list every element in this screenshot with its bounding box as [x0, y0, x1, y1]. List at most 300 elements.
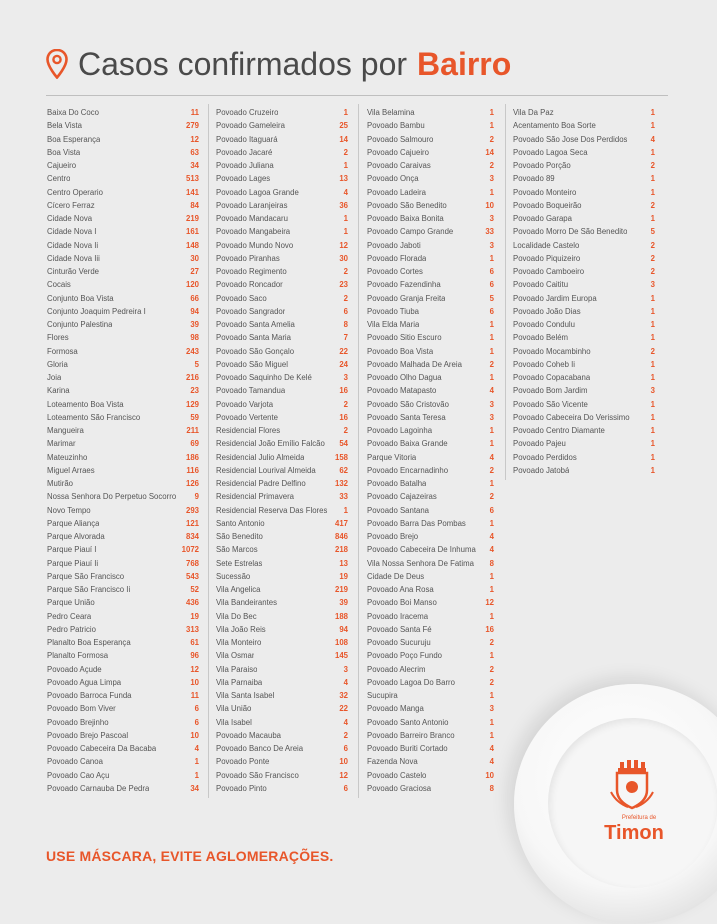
neighborhood-name: Parque Vitoria — [367, 452, 417, 462]
case-count: 24 — [339, 359, 348, 369]
neighborhood-name: Povoado Laranjeiras — [216, 200, 288, 210]
case-count: 59 — [190, 412, 199, 422]
neighborhood-name: Povoado Monteiro — [513, 187, 577, 197]
neighborhood-name: Povoado Barra Das Pombas — [367, 518, 466, 528]
case-count: 2 — [489, 134, 494, 144]
case-count: 2 — [650, 240, 655, 250]
neighborhood-row — [367, 676, 494, 689]
neighborhood-name: Povoado Mocambinho — [513, 346, 591, 356]
neighborhood-row — [47, 530, 199, 543]
neighborhood-row — [367, 305, 494, 318]
neighborhood-name: Karina — [47, 386, 70, 396]
neighborhood-row — [47, 636, 199, 649]
case-count: 3 — [343, 664, 348, 674]
neighborhood-row — [47, 278, 199, 291]
neighborhood-name: Povoado Agua Limpa — [47, 677, 122, 687]
neighborhood-name: Povoado São Francisco — [216, 770, 299, 780]
case-count: 1 — [343, 505, 348, 515]
timon-logo — [588, 760, 678, 850]
neighborhood-row — [216, 702, 348, 715]
column-divider — [505, 104, 506, 480]
neighborhood-row — [47, 504, 199, 517]
case-count: 2 — [343, 267, 348, 277]
neighborhood-name: Povoado Morro De São Benedito — [513, 227, 628, 237]
case-count: 6 — [489, 306, 494, 316]
neighborhood-name: Povoado Perdidos — [513, 452, 577, 462]
neighborhood-row — [216, 358, 348, 371]
neighborhood-row — [367, 490, 494, 503]
neighborhood-name: Residencial Padre Delfino — [216, 479, 306, 489]
case-count: 1 — [489, 121, 494, 131]
neighborhood-row — [216, 371, 348, 384]
neighborhood-name: Marimar — [47, 439, 76, 449]
case-count: 219 — [334, 585, 348, 595]
neighborhood-name: Cidade De Deus — [367, 571, 425, 581]
neighborhood-row — [47, 371, 199, 384]
case-count: 13 — [339, 174, 348, 184]
neighborhood-row — [367, 530, 494, 543]
neighborhood-name: Povoado Brejo — [367, 532, 419, 542]
case-count: 4 — [194, 744, 199, 754]
neighborhood-row — [513, 106, 655, 119]
neighborhood-row — [47, 517, 199, 530]
neighborhood-row — [47, 331, 199, 344]
case-count: 62 — [339, 465, 348, 475]
case-count: 4 — [343, 717, 348, 727]
case-count: 33 — [339, 492, 348, 502]
case-count: 1 — [489, 479, 494, 489]
case-count: 14 — [339, 134, 348, 144]
neighborhood-name: Povoado Santana — [367, 505, 429, 515]
case-count: 1 — [489, 108, 494, 118]
case-count: 1 — [489, 730, 494, 740]
case-count: 6 — [194, 717, 199, 727]
neighborhood-name: Povoado Caraivas — [367, 161, 431, 171]
neighborhood-row — [367, 278, 494, 291]
neighborhood-row — [47, 159, 199, 172]
neighborhood-name: Fazenda Nova — [367, 757, 418, 767]
neighborhood-row — [367, 729, 494, 742]
case-count: 1 — [650, 465, 655, 475]
case-count: 2 — [650, 267, 655, 277]
neighborhood-name: Povoado Canoa — [47, 757, 103, 767]
neighborhood-row — [367, 596, 494, 609]
neighborhood-row — [216, 530, 348, 543]
neighborhood-row — [47, 716, 199, 729]
case-count: 1 — [650, 320, 655, 330]
case-count: 121 — [185, 518, 199, 528]
neighborhood-name: Povoado Sitio Escuro — [367, 333, 442, 343]
neighborhood-row — [367, 265, 494, 278]
neighborhood-name: Mateuzinho — [47, 452, 88, 462]
case-count: 1 — [194, 770, 199, 780]
neighborhood-row — [367, 411, 494, 424]
neighborhood-name: Povoado Encarnadinho — [367, 465, 449, 475]
neighborhood-name: Vila João Reis — [216, 624, 266, 634]
neighborhood-name: Vila Da Paz — [513, 108, 554, 118]
case-count: 1 — [489, 346, 494, 356]
neighborhood-row — [47, 649, 199, 662]
case-count: 6 — [343, 306, 348, 316]
neighborhood-row — [216, 782, 348, 795]
neighborhood-row — [216, 610, 348, 623]
neighborhood-row — [47, 557, 199, 570]
case-count: 10 — [190, 730, 199, 740]
neighborhood-row — [367, 636, 494, 649]
neighborhood-name: Residencial Julio Almeida — [216, 452, 305, 462]
case-count: 5 — [489, 293, 494, 303]
neighborhood-row — [513, 146, 655, 159]
neighborhood-row — [47, 212, 199, 225]
neighborhood-name: Vila Elda Maria — [367, 320, 420, 330]
neighborhood-row — [216, 755, 348, 768]
neighborhood-row — [47, 305, 199, 318]
case-count: 61 — [190, 638, 199, 648]
case-count: 148 — [185, 240, 199, 250]
neighborhood-row — [216, 305, 348, 318]
neighborhood-row — [367, 225, 494, 238]
neighborhood-name: Povoado Vertente — [216, 412, 278, 422]
case-count: 94 — [190, 306, 199, 316]
neighborhood-row — [47, 490, 199, 503]
case-count: 12 — [339, 240, 348, 250]
neighborhood-row — [513, 292, 655, 305]
neighborhood-row — [513, 305, 655, 318]
neighborhood-row — [47, 424, 199, 437]
neighborhood-row — [216, 451, 348, 464]
case-count: 12 — [190, 134, 199, 144]
neighborhood-row — [216, 225, 348, 238]
case-count: 39 — [190, 320, 199, 330]
neighborhood-name: Povoado Saco — [216, 293, 267, 303]
neighborhood-name: Povoado São Gonçalo — [216, 346, 295, 356]
neighborhood-name: Cinturão Verde — [47, 267, 100, 277]
case-count: 2 — [489, 161, 494, 171]
neighborhood-row — [367, 610, 494, 623]
neighborhood-row — [216, 159, 348, 172]
neighborhood-name: Povoado Jacaré — [216, 147, 273, 157]
case-count: 2 — [343, 293, 348, 303]
neighborhood-name: Povoado Graciosa — [367, 783, 432, 793]
neighborhood-row — [216, 384, 348, 397]
case-count: 22 — [339, 704, 348, 714]
neighborhood-row — [47, 742, 199, 755]
case-count: 2 — [650, 346, 655, 356]
case-count: 5 — [650, 227, 655, 237]
case-count: 1 — [650, 359, 655, 369]
neighborhood-name: Parque Alvorada — [47, 532, 105, 542]
neighborhood-row — [216, 689, 348, 702]
neighborhood-name: Povoado Barreiro Branco — [367, 730, 455, 740]
case-count: 6 — [489, 280, 494, 290]
neighborhood-name: Povoado Cao Açu — [47, 770, 110, 780]
column-divider — [208, 104, 209, 798]
neighborhood-row — [47, 782, 199, 795]
neighborhood-row — [47, 384, 199, 397]
case-count: 10 — [339, 757, 348, 767]
case-count: 2 — [343, 426, 348, 436]
neighborhood-row — [513, 345, 655, 358]
neighborhood-name: Povoado Juliana — [216, 161, 274, 171]
case-count: 25 — [339, 121, 348, 131]
neighborhood-name: Povoado Cruzeiro — [216, 108, 279, 118]
neighborhood-row — [47, 583, 199, 596]
neighborhood-row — [47, 729, 199, 742]
neighborhood-name: Povoado Salmouro — [367, 134, 434, 144]
neighborhood-name: Povoado Cabeceira Do Verissimo — [513, 412, 630, 422]
neighborhood-name: Novo Tempo — [47, 505, 91, 515]
neighborhood-row — [367, 424, 494, 437]
case-count: 188 — [334, 611, 348, 621]
neighborhood-row — [216, 623, 348, 636]
case-count: 1 — [343, 161, 348, 171]
case-count: 1 — [650, 174, 655, 184]
neighborhood-name: Povoado Sangrador — [216, 306, 286, 316]
neighborhood-row — [47, 398, 199, 411]
neighborhood-name: Parque Aliança — [47, 518, 100, 528]
page-title: Casos confirmados por — [78, 45, 408, 82]
case-count: 4 — [650, 134, 655, 144]
case-count: 10 — [190, 677, 199, 687]
neighborhood-name: Sucupira — [367, 691, 398, 701]
case-count: 10 — [485, 770, 494, 780]
neighborhood-name: Residencial Lourival Almeida — [216, 465, 316, 475]
neighborhood-row — [216, 252, 348, 265]
neighborhood-name: Povoado Barroca Funda — [47, 691, 132, 701]
neighborhood-row — [47, 106, 199, 119]
neighborhood-name: Centro Operario — [47, 187, 103, 197]
neighborhood-row — [367, 689, 494, 702]
neighborhood-row — [367, 543, 494, 556]
neighborhood-name: Povoado São Miguel — [216, 359, 288, 369]
case-count: 1 — [489, 320, 494, 330]
case-count: 543 — [185, 571, 199, 581]
case-count: 9 — [194, 492, 199, 502]
neighborhood-name: Vila União — [216, 704, 252, 714]
neighborhood-row — [367, 252, 494, 265]
page-header — [46, 42, 511, 86]
neighborhood-row — [47, 676, 199, 689]
case-count: 186 — [185, 452, 199, 462]
neighborhood-row — [216, 398, 348, 411]
case-count: 6 — [194, 704, 199, 714]
case-count: 417 — [334, 518, 348, 528]
case-count: 19 — [339, 571, 348, 581]
neighborhood-row — [367, 119, 494, 132]
neighborhood-row — [513, 225, 655, 238]
neighborhood-name: Cidade Nova I — [47, 227, 97, 237]
neighborhood-name: Povoado Banco De Areia — [216, 744, 304, 754]
neighborhood-row — [216, 477, 348, 490]
case-count: 34 — [190, 783, 199, 793]
neighborhood-row — [367, 398, 494, 411]
neighborhood-row — [47, 292, 199, 305]
neighborhood-row — [216, 172, 348, 185]
neighborhood-row — [47, 451, 199, 464]
neighborhood-name: Centro — [47, 174, 71, 184]
case-count: 4 — [489, 744, 494, 754]
case-count: 1 — [343, 227, 348, 237]
case-count: 8 — [489, 558, 494, 568]
neighborhood-row — [367, 464, 494, 477]
neighborhood-row — [513, 331, 655, 344]
case-count: 1 — [650, 147, 655, 157]
case-count: 69 — [190, 439, 199, 449]
neighborhood-name: Povoado Camboeiro — [513, 267, 585, 277]
neighborhood-row — [367, 437, 494, 450]
neighborhood-name: Povoado São Jose Dos Perdidos — [513, 134, 628, 144]
case-count: 84 — [190, 200, 199, 210]
neighborhood-name: Povoado Cajueiro — [367, 147, 429, 157]
neighborhood-name: Parque Piauí I — [47, 545, 97, 555]
neighborhood-name: Povoado Lages — [216, 174, 271, 184]
neighborhood-row — [216, 424, 348, 437]
case-count: 94 — [339, 624, 348, 634]
neighborhood-name: Povoado João Dias — [513, 306, 581, 316]
neighborhood-name: Vila Nossa Senhora De Fatima — [367, 558, 474, 568]
neighborhood-name: Povoado Santa Amelia — [216, 320, 295, 330]
neighborhood-name: Loteamento São Francisco — [47, 412, 141, 422]
case-count: 8 — [343, 320, 348, 330]
neighborhood-name: Povoado Olho Dagua — [367, 373, 442, 383]
neighborhood-row — [47, 437, 199, 450]
neighborhood-row — [47, 265, 199, 278]
case-count: 1 — [489, 651, 494, 661]
neighborhood-name: Conjunto Boa Vista — [47, 293, 114, 303]
neighborhood-row — [216, 504, 348, 517]
neighborhood-row — [367, 292, 494, 305]
neighborhood-row — [216, 106, 348, 119]
neighborhood-name: Nossa Senhora Do Perpetuo Socorro — [47, 492, 177, 502]
neighborhood-name: Povoado Lagoa Do Barro — [367, 677, 455, 687]
neighborhood-row — [513, 199, 655, 212]
neighborhood-row — [513, 239, 655, 252]
neighborhood-row — [216, 490, 348, 503]
neighborhood-row — [513, 212, 655, 225]
neighborhood-name: Planalto Formosa — [47, 651, 109, 661]
case-count: 11 — [190, 108, 199, 118]
neighborhood-row — [47, 146, 199, 159]
neighborhood-name: Povoado Cajazeiras — [367, 492, 437, 502]
neighborhood-row — [216, 596, 348, 609]
neighborhood-name: Pedro Ceara — [47, 611, 92, 621]
neighborhood-row — [367, 517, 494, 530]
logo-subtitle: Prefeitura de — [621, 815, 657, 821]
neighborhood-row — [367, 384, 494, 397]
case-count: 1 — [489, 717, 494, 727]
neighborhood-name: Povoado Boa Vista — [367, 346, 434, 356]
neighborhood-name: Povoado Boi Manso — [367, 598, 437, 608]
neighborhood-name: Povoado Sucuruju — [367, 638, 431, 648]
neighborhood-row — [47, 755, 199, 768]
neighborhood-name: Povoado Porção — [513, 161, 571, 171]
neighborhood-row — [216, 278, 348, 291]
neighborhood-row — [47, 596, 199, 609]
neighborhood-name: Povoado Brejo Pascoal — [47, 730, 129, 740]
case-count: 1 — [650, 214, 655, 224]
case-count: 293 — [185, 505, 199, 515]
case-count: 279 — [185, 121, 199, 131]
neighborhood-column-2 — [216, 106, 348, 795]
case-count: 12 — [339, 770, 348, 780]
case-count: 11 — [190, 691, 199, 701]
neighborhood-name: Povoado Carnauba De Pedra — [47, 783, 150, 793]
case-count: 2 — [343, 730, 348, 740]
case-count: 16 — [485, 624, 494, 634]
neighborhood-name: Povoado Boqueirão — [513, 200, 582, 210]
neighborhood-row — [367, 172, 494, 185]
footer-message: USE MÁSCARA, EVITE AGLOMERAÇÕES. — [46, 848, 334, 864]
neighborhood-row — [216, 345, 348, 358]
neighborhood-name: Sete Estrelas — [216, 558, 263, 568]
neighborhood-row — [47, 119, 199, 132]
neighborhood-name: Povoado Ladeira — [367, 187, 426, 197]
neighborhood-row — [367, 345, 494, 358]
neighborhood-row — [47, 133, 199, 146]
case-count: 10 — [485, 200, 494, 210]
neighborhood-row — [216, 265, 348, 278]
neighborhood-name: Baixa Do Coco — [47, 108, 100, 118]
neighborhood-name: Povoado Piquizeiro — [513, 253, 581, 263]
neighborhood-row — [367, 477, 494, 490]
neighborhood-row — [367, 583, 494, 596]
case-count: 1 — [343, 108, 348, 118]
neighborhood-name: Povoado Garapa — [513, 214, 572, 224]
case-count: 66 — [190, 293, 199, 303]
neighborhood-row — [367, 663, 494, 676]
neighborhood-name: Miguel Arraes — [47, 465, 95, 475]
case-count: 846 — [334, 532, 348, 542]
neighborhood-row — [216, 649, 348, 662]
neighborhood-row — [216, 583, 348, 596]
neighborhood-row — [367, 716, 494, 729]
neighborhood-name: Povoado Bambu — [367, 121, 425, 131]
case-count: 52 — [190, 585, 199, 595]
case-count: 36 — [339, 200, 348, 210]
location-pin-icon — [46, 49, 68, 79]
neighborhood-name: Flores — [47, 333, 69, 343]
neighborhood-name: Povoado Alecrim — [367, 664, 426, 674]
neighborhood-name: Parque São Francisco — [47, 571, 125, 581]
neighborhood-name: Povoado São Cristovão — [367, 399, 449, 409]
neighborhood-name: Acentamento Boa Sorte — [513, 121, 596, 131]
neighborhood-row — [216, 133, 348, 146]
neighborhood-name: Povoado Mangabeira — [216, 227, 291, 237]
neighborhood-name: Povoado Cabeceira De Inhuma — [367, 545, 476, 555]
neighborhood-name: Mangueira — [47, 426, 84, 436]
neighborhood-name: Povoado Baixa Bonita — [367, 214, 444, 224]
neighborhood-name: Povoado Lagoa Grande — [216, 187, 299, 197]
neighborhood-row — [513, 371, 655, 384]
neighborhood-row — [216, 199, 348, 212]
case-count: 6 — [343, 783, 348, 793]
neighborhood-row — [216, 636, 348, 649]
case-count: 39 — [339, 598, 348, 608]
neighborhood-row — [216, 729, 348, 742]
neighborhood-row — [367, 371, 494, 384]
case-count: 2 — [650, 253, 655, 263]
neighborhood-name: Sucessão — [216, 571, 251, 581]
neighborhood-name: Povoado Jaboti — [367, 240, 421, 250]
case-count: 2 — [489, 492, 494, 502]
neighborhood-name: Cidade Nova — [47, 214, 93, 224]
neighborhood-row — [367, 133, 494, 146]
case-count: 3 — [650, 280, 655, 290]
case-count: 3 — [343, 373, 348, 383]
neighborhood-name: Povoado Campo Grande — [367, 227, 454, 237]
neighborhood-name: Povoado Lagoinha — [367, 426, 433, 436]
case-count: 132 — [334, 479, 348, 489]
